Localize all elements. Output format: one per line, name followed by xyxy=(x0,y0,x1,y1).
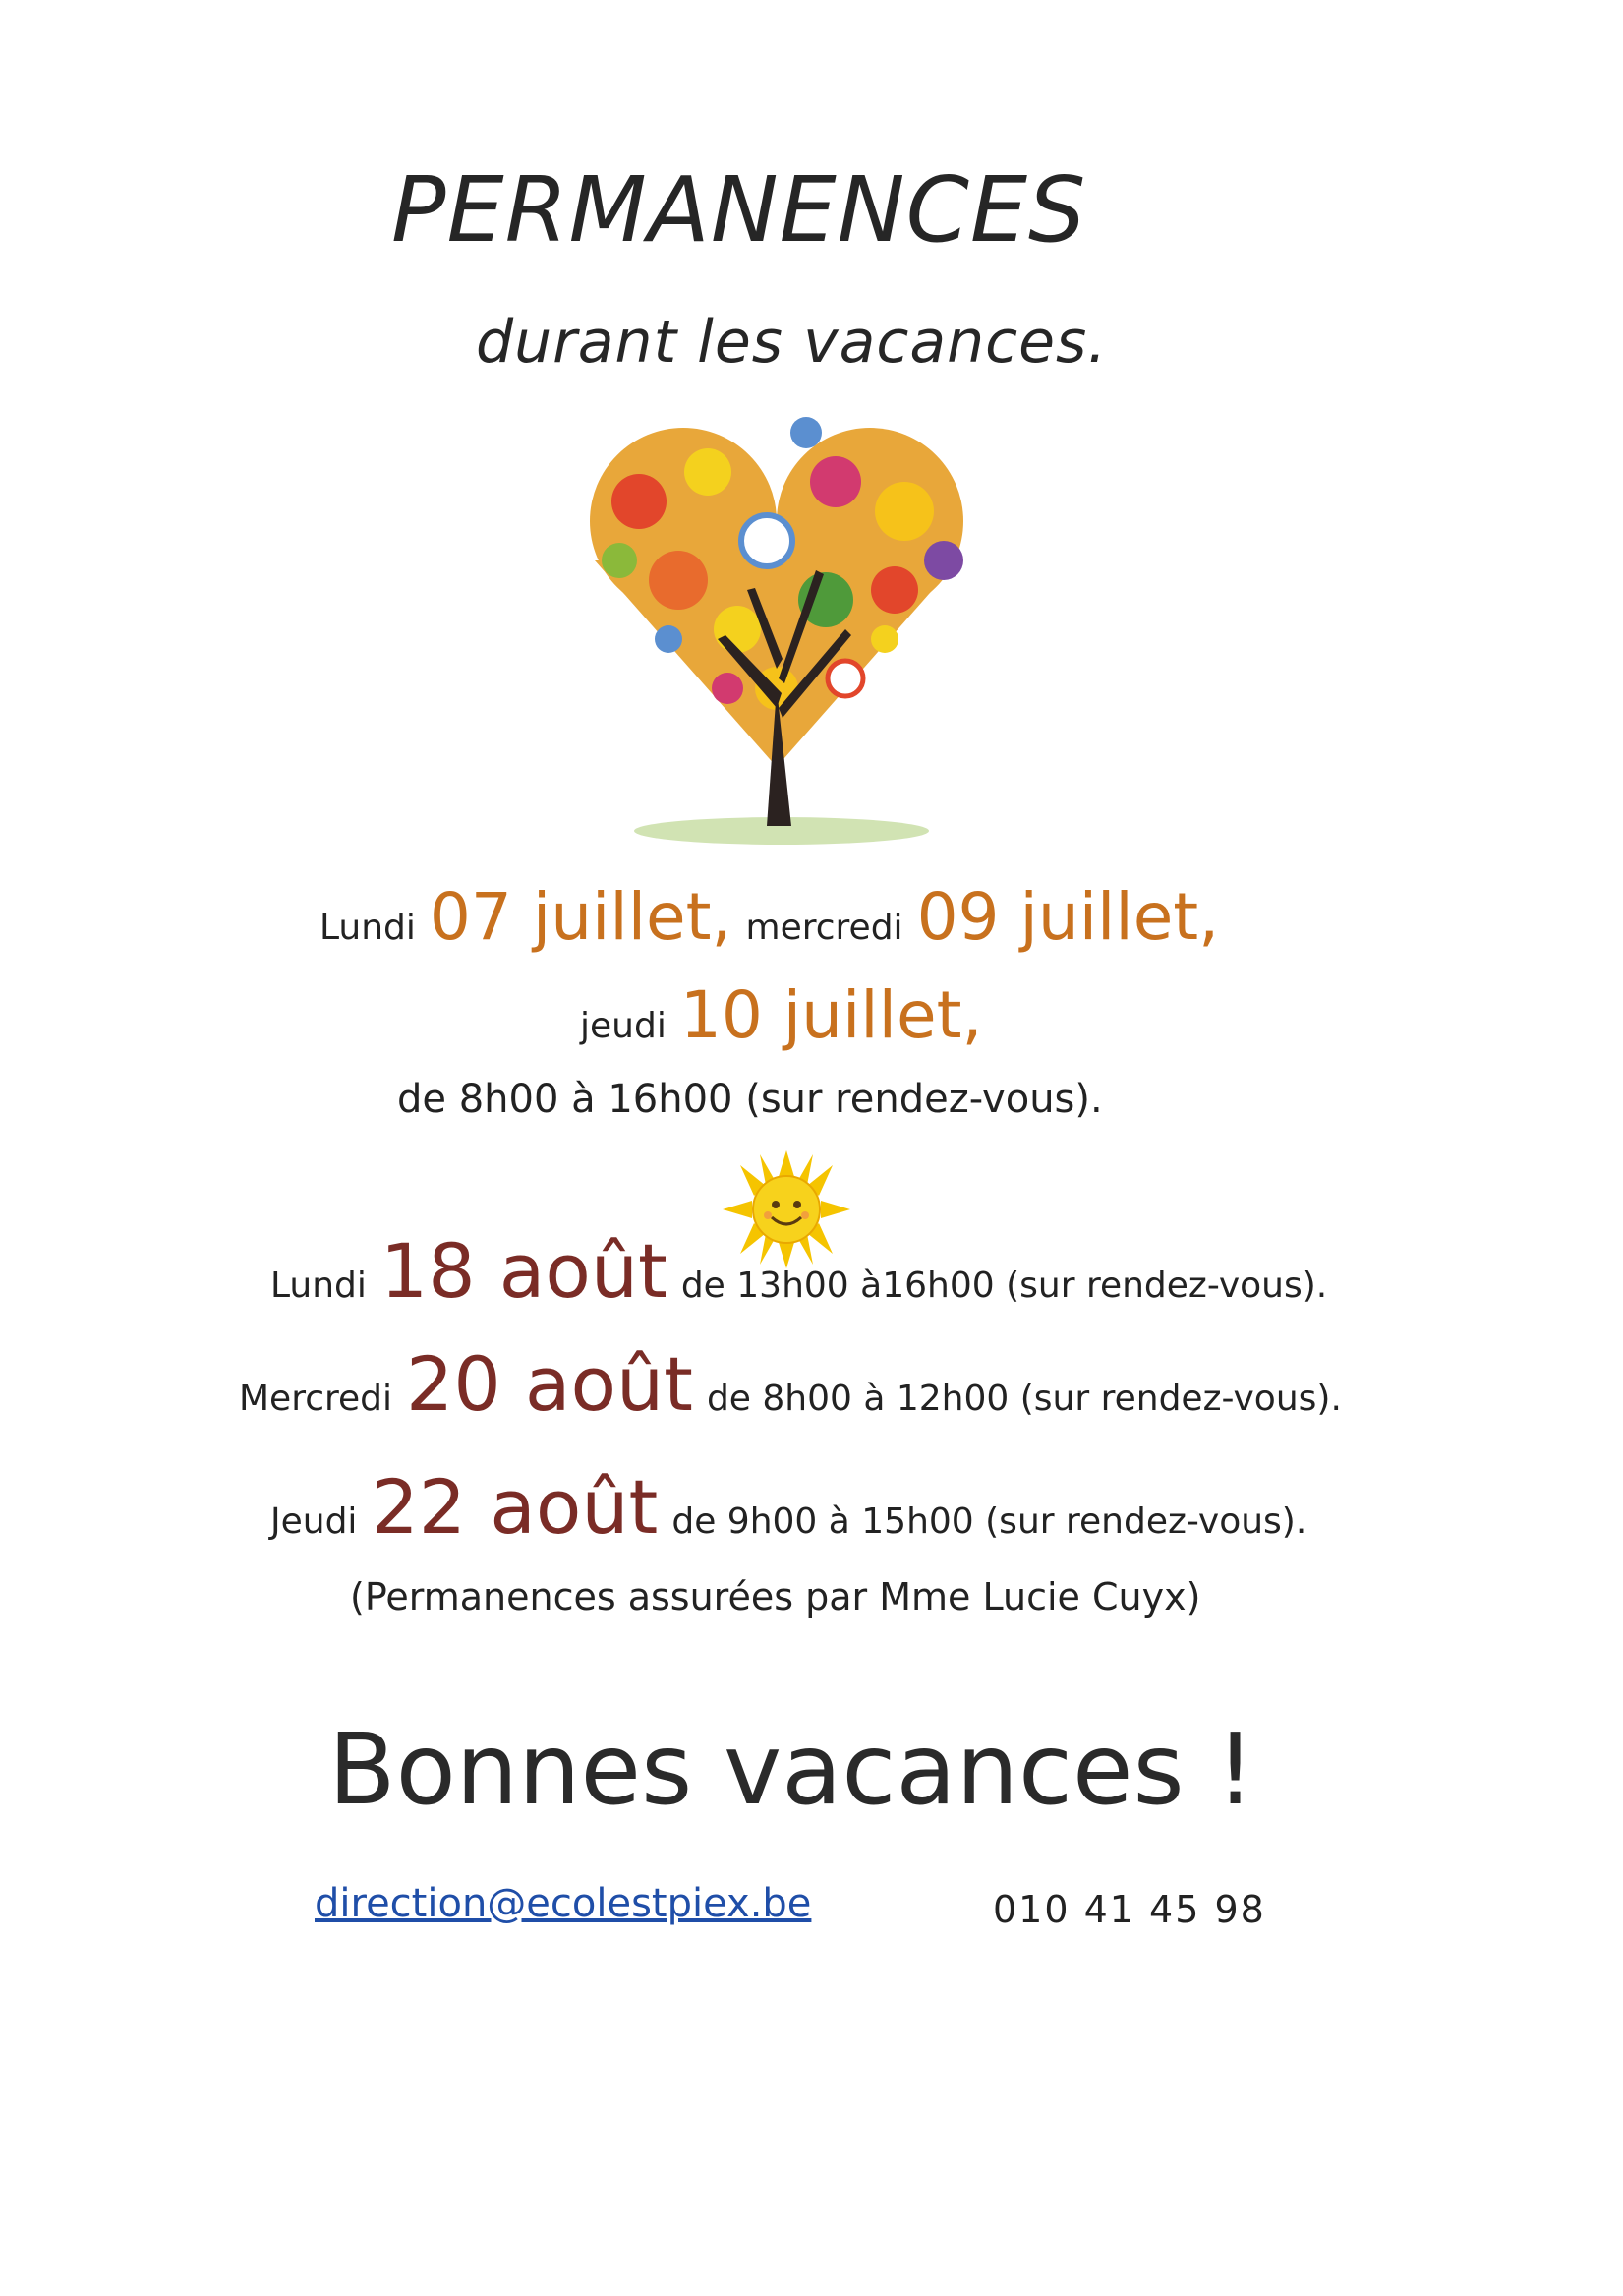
july-dates-line-1 xyxy=(319,879,1220,955)
august-day-name: Jeudi xyxy=(270,1501,358,1542)
page-subtitle: durant les vacances. xyxy=(476,308,1108,377)
july-hours: de 8h00 à 16h00 (sur rendez-vous). xyxy=(397,1077,1103,1122)
august-day-name: Lundi xyxy=(270,1266,367,1306)
july-day1-date: 07 juillet, xyxy=(429,879,732,955)
july-day3-date: 10 juillet, xyxy=(679,977,983,1053)
august-hours: de 8h00 à 12h00 (sur rendez-vous). xyxy=(706,1379,1342,1419)
contact-email-link[interactable]: direction@ecolestpiex.be xyxy=(315,1881,812,1926)
july-dates-line-2 xyxy=(580,977,983,1053)
flower-heart-tree-icon xyxy=(482,393,1072,855)
august-hours: de 9h00 à 15h00 (sur rendez-vous). xyxy=(671,1501,1307,1542)
july-day1-name: Lundi xyxy=(319,908,416,948)
greeting-heading: Bonnes vacances ! xyxy=(328,1712,1255,1827)
august-day-name: Mercredi xyxy=(239,1379,393,1419)
august-row xyxy=(239,1340,1342,1428)
july-day3-name: jeudi xyxy=(580,1006,667,1046)
staff-note: (Permanences assurées par Mme Lucie Cuyx) xyxy=(350,1575,1201,1619)
august-date: 18 août xyxy=(379,1227,667,1315)
august-date: 20 août xyxy=(406,1340,693,1428)
august-hours: de 13h00 à16h00 (sur rendez-vous). xyxy=(680,1266,1328,1306)
august-row xyxy=(270,1227,1328,1315)
july-day2-name: mercredi xyxy=(745,908,903,948)
july-day2-date: 09 juillet, xyxy=(916,879,1220,955)
contact-phone: 010 41 45 98 xyxy=(993,1888,1266,1931)
august-row xyxy=(270,1463,1307,1551)
august-date: 22 août xyxy=(371,1463,659,1551)
page-title: PERMANENCES xyxy=(391,157,1087,263)
